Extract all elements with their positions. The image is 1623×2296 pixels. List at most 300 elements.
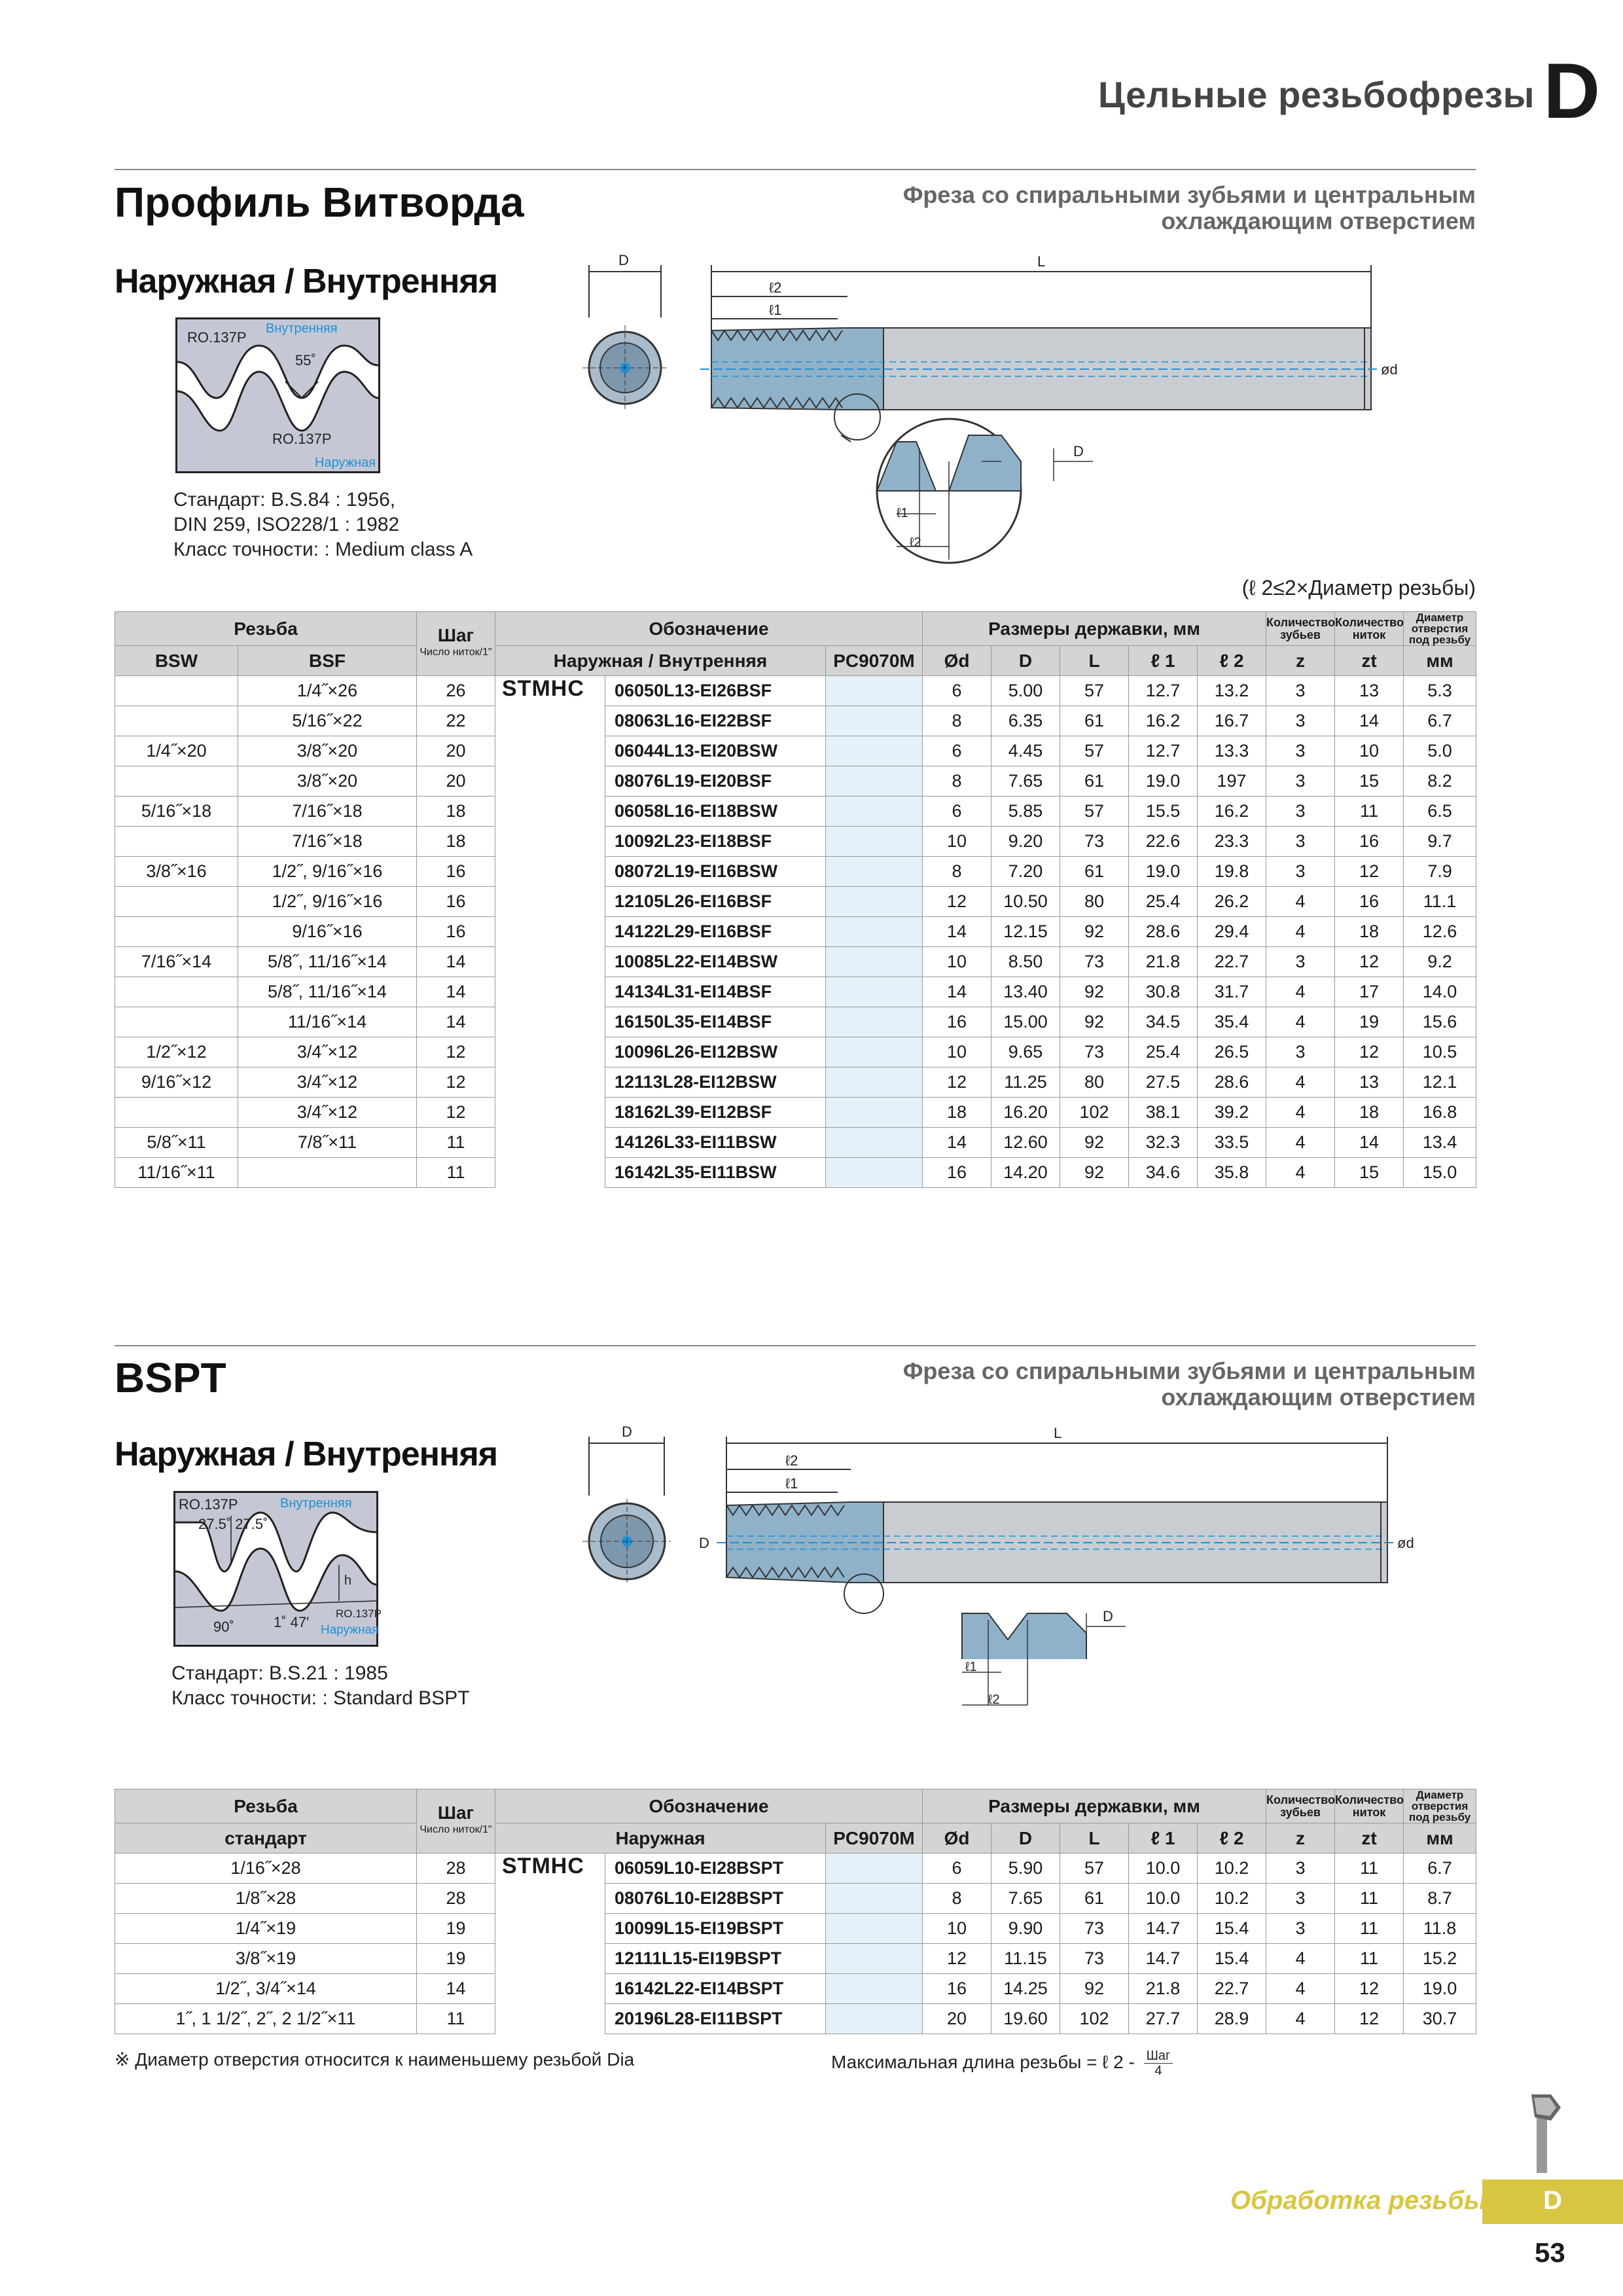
table-row (115, 887, 1476, 917)
table-cell: 9/16˝×16 (238, 917, 417, 947)
table-cell: 92 (1060, 1007, 1129, 1037)
th-holder: Размеры державки, мм (923, 612, 1266, 646)
table-cell: 5.3 (1404, 676, 1476, 706)
table-cell: 12 (1335, 2004, 1404, 2034)
table-cell: 13 (1335, 1067, 1404, 1098)
table-cell: 73 (1060, 1037, 1129, 1067)
bspt-detail-D: D (1103, 1608, 1113, 1624)
table-cell: 3/4˝×12 (238, 1037, 417, 1067)
table-cell: 08076L19-EI20BSF (605, 766, 826, 797)
table-row (115, 797, 1476, 827)
table-cell: 16 (1335, 827, 1404, 857)
table-cell: 3 (1266, 1914, 1335, 1944)
whitworth-table (115, 611, 1476, 1188)
bspt-dim-D-side: D (699, 1535, 709, 1551)
th2-z: z (1266, 1823, 1335, 1854)
table-cell: 80 (1060, 1067, 1129, 1098)
table-row (115, 1854, 1476, 1884)
table-row (115, 736, 1476, 766)
table-cell: 21.8 (1129, 947, 1198, 977)
table-cell: 06059L10-EI28BSPT (605, 1854, 826, 1884)
external-label: Наружная (315, 456, 376, 470)
table-cell: 19.0 (1129, 857, 1198, 887)
table-cell: 14 (417, 1007, 495, 1037)
formula-text: Максимальная длина резьбы = ℓ 2 - (831, 2051, 1135, 2072)
th2-standard: стандарт (115, 1823, 417, 1854)
table-row (115, 857, 1476, 887)
th2-od: Ød (923, 1823, 991, 1854)
table-cell: 57 (1060, 797, 1129, 827)
table-cell: 19 (1335, 1007, 1404, 1037)
table-cell: 73 (1060, 1914, 1129, 1944)
table-cell: 12 (923, 887, 991, 917)
grade-availability-cell (826, 1067, 923, 1098)
table-row (115, 1944, 1476, 1974)
th2-grade: PC9070M (826, 1823, 923, 1854)
table-cell: 10.50 (991, 887, 1060, 917)
table-cell: 5/8˝×11 (115, 1128, 238, 1158)
tool-system-label: STMHC (495, 676, 605, 1188)
table-cell: 15 (1335, 766, 1404, 797)
table-cell: 25.4 (1129, 1037, 1198, 1067)
bspt-detail-l1: ℓ1 (965, 1660, 977, 1674)
table-cell: 19.0 (1404, 1974, 1476, 2004)
table-cell: 11 (1335, 797, 1404, 827)
table-cell: 11.15 (991, 1944, 1060, 1974)
table-row (115, 1914, 1476, 1944)
table-cell: 1/2˝, 9/16˝×16 (238, 857, 417, 887)
cutter-desc2-line-1: Фреза со спиральными зубьями и центральным (902, 1357, 1476, 1384)
table-cell: 12 (1335, 1974, 1404, 2004)
table-cell: 18 (417, 827, 495, 857)
table-cell: 21.8 (1129, 1974, 1198, 2004)
table-cell: 1/4˝×19 (115, 1914, 417, 1944)
formula-denominator: 4 (1154, 2064, 1162, 2078)
table-cell: 10 (923, 947, 991, 977)
section-title-bspt: BSPT (115, 1354, 226, 1401)
table-cell: 6.35 (991, 706, 1060, 736)
table-cell: 19 (417, 1914, 495, 1944)
table-cell: 13.3 (1198, 736, 1266, 766)
table-cell: 3/8˝×20 (238, 736, 417, 766)
table-cell: 28.6 (1198, 1067, 1266, 1098)
footer-letter: D (1543, 2186, 1562, 2215)
grade-availability-cell (826, 977, 923, 1007)
table-cell: 13.40 (991, 977, 1060, 1007)
table-cell: 13.2 (1198, 676, 1266, 706)
table-cell: 08072L19-EI16BSW (605, 857, 826, 887)
table-cell: 6 (923, 676, 991, 706)
table-cell: 102 (1060, 2004, 1129, 2034)
table-cell: 12.7 (1129, 676, 1198, 706)
table-cell: 3 (1266, 797, 1335, 827)
table-cell: 4 (1266, 1158, 1335, 1188)
table-cell: 4 (1266, 977, 1335, 1007)
table-cell: 3/8˝×16 (115, 857, 238, 887)
table-cell: 1/4˝×26 (238, 676, 417, 706)
table-cell: 38.1 (1129, 1098, 1198, 1128)
table-cell: 16 (417, 857, 495, 887)
th-z: z (1266, 646, 1335, 676)
table-cell (115, 917, 238, 947)
table-cell: 16 (1335, 887, 1404, 917)
table-cell: 14 (923, 1128, 991, 1158)
detail-l2: ℓ2 (910, 535, 921, 550)
table-cell: 92 (1060, 1974, 1129, 2004)
table-cell: 20 (923, 2004, 991, 2034)
table-cell: 16142L22-EI14BSPT (605, 1974, 826, 2004)
section-subtitle-2: Наружная / Внутренняя (115, 1435, 498, 1473)
table-cell: 73 (1060, 827, 1129, 857)
table-cell: 1/16˝×28 (115, 1854, 417, 1884)
table-cell: 8.7 (1404, 1884, 1476, 1914)
table-cell: 1/2˝, 3/4˝×14 (115, 1974, 417, 2004)
table-cell: 15 (1335, 1158, 1404, 1188)
table-cell: 19.8 (1198, 857, 1266, 887)
table-row (115, 766, 1476, 797)
table-cell: 1/2˝, 9/16˝×16 (238, 887, 417, 917)
th-designation: Обозначение (495, 612, 923, 646)
table-cell: 12 (417, 1037, 495, 1067)
th2-thread: Резьба (115, 1789, 417, 1823)
section-divider (115, 1345, 1476, 1346)
bspt-table-body (115, 1854, 1476, 2034)
table-cell: 18162L39-EI12BSF (605, 1098, 826, 1128)
table-cell: 5/16˝×18 (115, 797, 238, 827)
th-zt: zt (1335, 646, 1404, 676)
table-cell: 31.7 (1198, 977, 1266, 1007)
th-L: L (1060, 646, 1129, 676)
table-cell: 61 (1060, 706, 1129, 736)
table-cell: 7/16˝×18 (238, 827, 417, 857)
table-cell: 16 (923, 1974, 991, 2004)
table-cell: 22.6 (1129, 827, 1198, 857)
table-cell: 4 (1266, 1944, 1335, 1974)
table-cell: 12 (417, 1098, 495, 1128)
table-cell: 5/8˝, 11/16˝×14 (238, 977, 417, 1007)
table-cell: 8 (923, 857, 991, 887)
table-cell: 3 (1266, 1037, 1335, 1067)
table-cell: 32.3 (1129, 1128, 1198, 1158)
detail-l1: ℓ1 (897, 506, 908, 520)
grade-availability-cell (826, 736, 923, 766)
table-cell: 8.50 (991, 947, 1060, 977)
bspt-dim-L: L (1054, 1425, 1062, 1441)
table-cell: 9.90 (991, 1914, 1060, 1944)
table-cell: 35.8 (1198, 1158, 1266, 1188)
table-cell: 3/4˝×12 (238, 1067, 417, 1098)
chapter-title: Цельные резьбофрезы (1097, 74, 1535, 115)
table-cell (115, 676, 238, 706)
tool-icon (1525, 2091, 1571, 2176)
grade-availability-cell (826, 887, 923, 917)
table-cell: 14 (923, 977, 991, 1007)
standard-line-2: DIN 259, ISO228/1 : 1982 (173, 514, 400, 535)
bspt-profile-diagram (173, 1491, 382, 1647)
section-title-whitworth: Профиль Витворда (115, 179, 524, 226)
header-divider (115, 169, 1476, 170)
ro-top-label: RO.137P (187, 329, 247, 346)
grade-availability-cell (826, 1914, 923, 1944)
dim-l2: ℓ2 (769, 279, 782, 296)
grade-availability-cell (826, 917, 923, 947)
table-cell: 26.5 (1198, 1037, 1266, 1067)
table-row (115, 827, 1476, 857)
table-cell: 6 (923, 1854, 991, 1884)
footer-label: Обработка резьбы (1230, 2186, 1487, 2215)
section-subtitle: Наружная / Внутренняя (115, 262, 498, 300)
bspt-dim-l2: ℓ2 (785, 1452, 798, 1469)
table-cell: 30.8 (1129, 977, 1198, 1007)
table-row (115, 977, 1476, 1007)
thread-length-note: (ℓ 2≤2×Диаметр резьбы) (1241, 576, 1476, 600)
table-row (115, 676, 1476, 706)
table-cell (115, 887, 238, 917)
th2-designation: Обозначение (495, 1789, 923, 1823)
grade-availability-cell (826, 2004, 923, 2034)
table-cell: 197 (1198, 766, 1266, 797)
table-cell: 11 (1335, 1884, 1404, 1914)
bspt-internal: Внутренняя (280, 1496, 352, 1511)
table-cell: 8 (923, 1884, 991, 1914)
table-cell: 10 (923, 827, 991, 857)
table-cell (115, 827, 238, 857)
table-cell: 29.4 (1198, 917, 1266, 947)
table-cell: 4 (1266, 1974, 1335, 2004)
table-cell: 11/16˝×11 (115, 1158, 238, 1188)
table-cell: 92 (1060, 1158, 1129, 1188)
th2-holder: Размеры державки, мм (923, 1789, 1266, 1823)
th-type: Наружная / Внутренняя (495, 646, 826, 676)
table-cell: 9.7 (1404, 827, 1476, 857)
table-cell: 14 (417, 1974, 495, 2004)
table-cell: 16.20 (991, 1098, 1060, 1128)
table-row (115, 2004, 1476, 2034)
table-cell: 14 (417, 977, 495, 1007)
table-cell: 10 (1335, 736, 1404, 766)
table-cell: 28 (417, 1854, 495, 1884)
table-cell: 15.2 (1404, 1944, 1476, 1974)
formula (831, 2049, 1173, 2078)
table-cell: 12 (923, 1944, 991, 1974)
th2-zt: zt (1335, 1823, 1404, 1854)
table-cell: 16.2 (1129, 706, 1198, 736)
grade-availability-cell (826, 1854, 923, 1884)
table-cell (238, 1158, 417, 1188)
table-cell: 16 (923, 1158, 991, 1188)
th2-D: D (991, 1823, 1060, 1854)
table-cell: 11.8 (1404, 1914, 1476, 1944)
table-cell: 28 (417, 1884, 495, 1914)
table-cell: 1˝, 1 1/2˝, 2˝, 2 1/2˝×11 (115, 2004, 417, 2034)
table-cell: 3 (1266, 857, 1335, 887)
table-row (115, 917, 1476, 947)
table-cell: 11 (1335, 1944, 1404, 1974)
table-cell: 14 (923, 917, 991, 947)
table-cell: 4 (1266, 917, 1335, 947)
table-cell: 19.0 (1129, 766, 1198, 797)
grade-availability-cell (826, 1974, 923, 2004)
table-cell: 19 (417, 1944, 495, 1974)
bspt-ro-bottom: RO.137P (336, 1607, 382, 1620)
grade-availability-cell (826, 947, 923, 977)
grade-availability-cell (826, 1007, 923, 1037)
bspt-table (115, 1789, 1476, 2034)
th-l2: ℓ 2 (1198, 646, 1266, 676)
table-cell: 18 (1335, 1098, 1404, 1128)
table-cell: 80 (1060, 887, 1129, 917)
footnote: ※ Диаметр отверстия относится к наименьшему резьбой Dia (115, 2049, 635, 2070)
table-cell: 12 (923, 1067, 991, 1098)
table-cell: 14.20 (991, 1158, 1060, 1188)
accuracy-class: Класс точности: : Medium class A (173, 539, 473, 560)
table-cell: 3 (1266, 947, 1335, 977)
table-cell: 23.3 (1198, 827, 1266, 857)
table-cell: 35.4 (1198, 1007, 1266, 1037)
th2-threads: Количество ниток (1335, 1789, 1404, 1823)
th2-pitch-label: Шаг (437, 1802, 474, 1823)
table-cell: 73 (1060, 947, 1129, 977)
table-row (115, 1884, 1476, 1914)
table-cell: 12.6 (1404, 917, 1476, 947)
table-cell: 10.0 (1129, 1854, 1198, 1884)
table-cell: 9/16˝×12 (115, 1067, 238, 1098)
table-cell: 3 (1266, 766, 1335, 797)
table-cell: 3 (1266, 676, 1335, 706)
table-cell: 1/8˝×28 (115, 1884, 417, 1914)
table-cell: 14 (1335, 706, 1404, 736)
table-cell: 6.7 (1404, 1854, 1476, 1884)
table-cell: 10092L23-EI18BSF (605, 827, 826, 857)
table-cell: 15.5 (1129, 797, 1198, 827)
table-cell: 12.1 (1404, 1067, 1476, 1098)
table-row (115, 1007, 1476, 1037)
table-cell: 16150L35-EI14BSF (605, 1007, 826, 1037)
dim-L: L (1037, 253, 1046, 270)
grade-availability-cell (826, 1158, 923, 1188)
table-cell: 28.9 (1198, 2004, 1266, 2034)
table-cell: 7/8˝×11 (238, 1128, 417, 1158)
table-cell: 5/16˝×22 (238, 706, 417, 736)
th-threads: Количество ниток (1335, 612, 1404, 646)
bspt-ro-top: RO.137P (179, 1496, 238, 1513)
chapter-letter: D (1543, 47, 1600, 135)
table-cell: 61 (1060, 857, 1129, 887)
table-cell: 13 (1335, 676, 1404, 706)
table-cell: 4 (1266, 1128, 1335, 1158)
table-cell: 61 (1060, 1884, 1129, 1914)
table-cell: 10099L15-EI19BSPT (605, 1914, 826, 1944)
th2-type: Наружная (495, 1823, 826, 1854)
thread-profile-diagram (175, 317, 380, 473)
detail-D: D (1073, 443, 1084, 459)
table-cell: 10 (923, 1037, 991, 1067)
th-od: Ød (923, 646, 991, 676)
table-cell: 11/16˝×14 (238, 1007, 417, 1037)
table-cell: 3 (1266, 1884, 1335, 1914)
bspt-cutter-drawing (569, 1417, 1446, 1725)
table-cell: 5.85 (991, 797, 1060, 827)
standard-info (173, 488, 473, 562)
table-cell: 11 (417, 2004, 495, 2034)
table-cell: 06044L13-EI20BSW (605, 736, 826, 766)
grade-availability-cell (826, 1098, 923, 1128)
cutter-description (756, 182, 1476, 234)
table-cell: 34.6 (1129, 1158, 1198, 1188)
table-cell: 3/4˝×12 (238, 1098, 417, 1128)
table-cell: 16 (417, 887, 495, 917)
table-row (115, 1098, 1476, 1128)
table-cell: 08076L10-EI28BSPT (605, 1884, 826, 1914)
table-cell: 25.4 (1129, 887, 1198, 917)
table-row (115, 1067, 1476, 1098)
table-cell: 15.00 (991, 1007, 1060, 1037)
table-cell (115, 1007, 238, 1037)
table-cell: 26 (417, 676, 495, 706)
table-cell: 27.7 (1129, 2004, 1198, 2034)
table-cell: 11.1 (1404, 887, 1476, 917)
bspt-angles: 27.5˚ 27.5˚ (198, 1516, 268, 1532)
table-cell: 33.5 (1198, 1128, 1266, 1158)
th-pitch (417, 612, 495, 676)
table-cell: 14 (1335, 1128, 1404, 1158)
bspt-detail-l2: ℓ2 (988, 1693, 1000, 1707)
table-cell: 20196L28-EI11BSPT (605, 2004, 826, 2034)
bspt-accuracy: Класс точности: : Standard BSPT (171, 1687, 470, 1709)
ro-bottom-label: RO.137P (272, 431, 332, 447)
th-D: D (991, 646, 1060, 676)
table-cell: 102 (1060, 1098, 1129, 1128)
profile-svg (177, 319, 378, 471)
table-cell: 12111L15-EI19BSPT (605, 1944, 826, 1974)
table-cell: 73 (1060, 1944, 1129, 1974)
table-cell: 11.25 (991, 1067, 1060, 1098)
bspt-profile-svg (175, 1493, 382, 1645)
table-row (115, 1158, 1476, 1188)
table-cell: 3 (1266, 827, 1335, 857)
th-pitch-sub: Число ниток/1" (419, 646, 492, 658)
table-cell: 18 (1335, 917, 1404, 947)
table-cell: 1/2˝×12 (115, 1037, 238, 1067)
bspt-h: h (344, 1573, 352, 1588)
table-cell: 7.65 (991, 766, 1060, 797)
table-cell: 11 (417, 1158, 495, 1188)
table-cell: 9.20 (991, 827, 1060, 857)
table-row (115, 706, 1476, 736)
table-cell: 92 (1060, 977, 1129, 1007)
table-cell: 14 (417, 947, 495, 977)
table-cell: 30.7 (1404, 2004, 1476, 2034)
table-cell: 6.5 (1404, 797, 1476, 827)
table-cell: 11 (417, 1128, 495, 1158)
cutter-desc2-line-2: охлаждающим отверстием (1161, 1384, 1476, 1410)
table-cell: 8 (923, 766, 991, 797)
table-cell: 5.90 (991, 1854, 1060, 1884)
table-cell: 10.5 (1404, 1037, 1476, 1067)
table-cell: 3 (1266, 736, 1335, 766)
table-cell: 57 (1060, 676, 1129, 706)
table-cell: 12.15 (991, 917, 1060, 947)
table-cell: 8 (923, 706, 991, 736)
grade-availability-cell (826, 1037, 923, 1067)
table-cell: 1/4˝×20 (115, 736, 238, 766)
table-cell: 16.7 (1198, 706, 1266, 736)
table-cell: 19.60 (991, 2004, 1060, 2034)
table-cell: 39.2 (1198, 1098, 1266, 1128)
dim-od: ød (1381, 361, 1398, 378)
table-cell: 7/16˝×18 (238, 797, 417, 827)
table-cell: 7/16˝×14 (115, 947, 238, 977)
